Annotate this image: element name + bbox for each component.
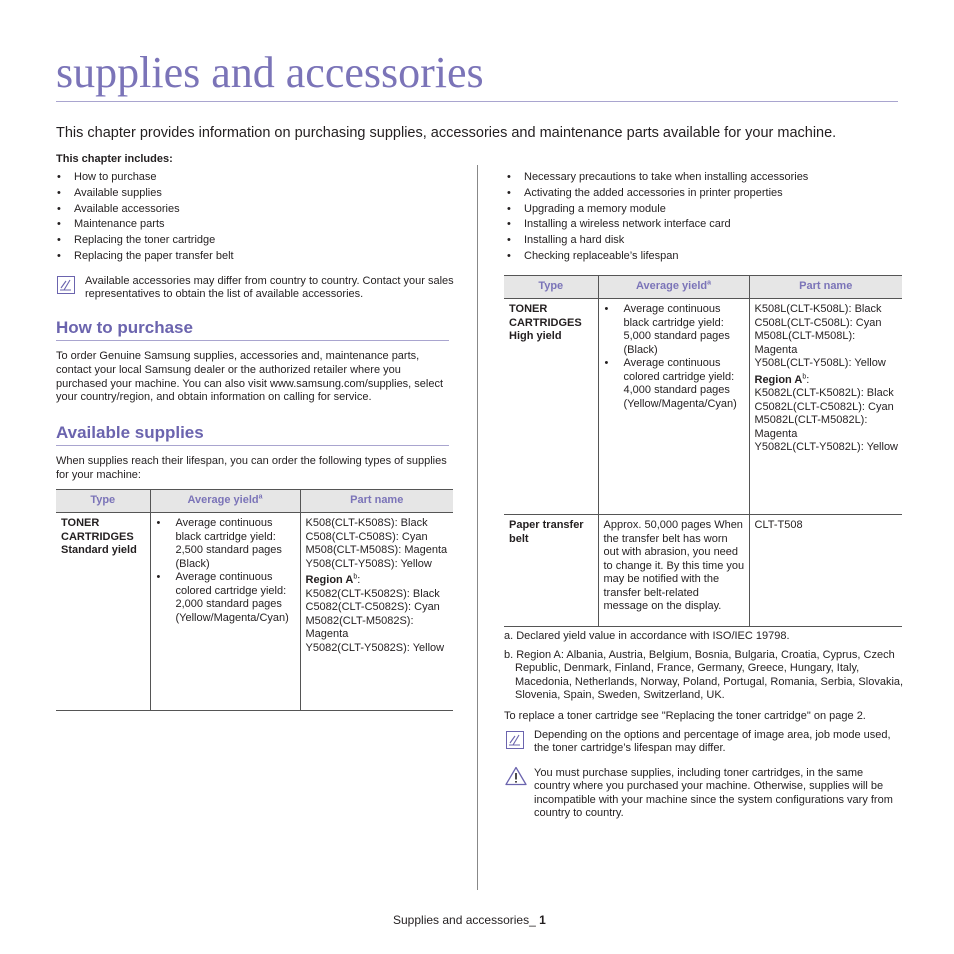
toc-item[interactable]: • Installing a hard disk — [506, 233, 808, 249]
type-cell: TONER CARTRIDGES High yield — [504, 299, 598, 515]
caution-text: You must purchase supplies, including toner cartridges, in the same country where you purchased your machine. Otherwise, supplies will be incompatible with your machine since the system configurations vary from country to country. — [534, 767, 893, 819]
yield-item: • Average continuous colored cartridge yield: 4,000 standard pages (Yellow/Magenta/Cyan) — [604, 357, 745, 411]
toc-item[interactable]: • Activating the added accessories in printer properties — [506, 186, 808, 202]
column-header-type: Type — [504, 276, 598, 299]
chapter-intro: This chapter provides information on purchasing supplies, accessories and maintenance parts available for your machine. — [56, 125, 837, 141]
column-divider — [477, 165, 478, 890]
column-header-yield: Average yield$^a$ — [598, 276, 749, 299]
yield-item: • Average continuous colored cartridge yield: 2,000 standard pages (Yellow/Magenta/Cyan) — [156, 571, 296, 625]
page-number: 1 — [539, 913, 546, 927]
table-header-row — [56, 490, 453, 513]
toc-item[interactable]: • Maintenance parts — [56, 217, 234, 233]
footer-text: Supplies and accessories_ — [393, 913, 540, 927]
yield-cell — [150, 513, 300, 711]
column-header-yield: Average yield$^a$ — [150, 490, 300, 513]
page-title: supplies and accessories — [56, 48, 484, 97]
column-header-part: Part name — [300, 490, 453, 513]
caution-icon — [505, 766, 527, 786]
toc-item[interactable]: • Checking replaceable’s lifespan — [506, 249, 808, 265]
part-cell: K508L(CLT-K508L): Black C508L(CLT-C508L): Cyan M508L(CLT-M508L): Magenta Y508L(CLT-Y508L): Yellow Region $A^b$: K5082L(CLT-K5082L): Black C5082L(CLT-C5082L): Cyan M5082L(CLT-M5082L): Magenta Y5082L(CLT-Y5082L): Yellow — [749, 299, 902, 515]
table-row — [504, 299, 902, 515]
note-icon — [57, 276, 75, 294]
footnote-a: a. Declared yield value in accordance with ISO/IEC 19798. — [504, 630, 790, 642]
table-header-row — [504, 276, 902, 299]
table-row — [504, 515, 902, 627]
type-cell: Paper transfer belt — [504, 515, 598, 627]
toc-right-list — [506, 170, 808, 265]
part-cell: CLT-T508 — [749, 515, 902, 627]
page-footer — [393, 913, 546, 927]
note-text: Depending on the options and percentage of image area, job mode used, the toner cartridge’s lifespan may differ. — [534, 729, 891, 755]
how-to-purchase-text: To order Genuine Samsung supplies, accessories and, maintenance parts, contact your local Samsung dealer or the authorized retailer where you purchased your machine. You can also visit www.samsung.com/supplies, select your country/region, and obtain information on calling for service. — [56, 350, 444, 404]
toc-item[interactable]: • Installing a wireless network interface card — [506, 217, 808, 233]
toc-item[interactable]: • Replacing the paper transfer belt — [56, 249, 234, 265]
toc-left-list — [56, 170, 234, 265]
toc-item[interactable]: • Replacing the toner cartridge — [56, 233, 234, 249]
yield-cell — [598, 299, 749, 515]
section-divider — [56, 340, 449, 341]
note-text: Available accessories may differ from country to country. Contact your sales representatives to obtain the list of available accessories. — [85, 275, 454, 301]
available-supplies-text: When supplies reach their lifespan, you can order the following types of supplies for your machine: — [56, 455, 447, 481]
part-cell: K508(CLT-K508S): Black C508(CLT-C508S): Cyan M508(CLT-M508S): Magenta Y508(CLT-Y508S): Yellow Region $A^b$: K5082(CLT-K5082S): Black C5082(CLT-C5082S): Cyan M5082(CLT-M5082S): Magenta Y5082(CLT-Y5082S): Yellow — [300, 513, 453, 711]
footnote-b: b. Region A: Albania, Austria, Belgium, Bosnia, Bulgaria, Croatia, Cyprus, Czech Republic, Denmark, Finland, France, Germany, Greece, Hungary, Italy, Macedonia, Netherlands, Norway, Poland, Portugal, Romania, Serbia, Slovakia, Slovenia, Spain, Sweden, Switzerland, UK. — [504, 649, 904, 701]
toc-item[interactable]: • Upgrading a memory module — [506, 202, 808, 218]
supplies-table-high-yield — [504, 275, 902, 627]
yield-cell: Approx. 50,000 pages When the transfer belt has worn out with abrasion, you need to change it. By this time you may be notified with the transfer belt-related message on the display. — [598, 515, 749, 627]
toc-item[interactable]: • How to purchase — [56, 170, 234, 186]
includes-heading: This chapter includes: — [56, 153, 173, 165]
toc-item[interactable]: • Available supplies — [56, 186, 234, 202]
yield-item: • Average continuous black cartridge yield: 5,000 standard pages (Black) — [604, 303, 745, 357]
section-divider — [56, 445, 449, 446]
section-heading-available-supplies: Available supplies — [56, 423, 204, 442]
section-heading-how-to-purchase: How to purchase — [56, 318, 193, 337]
region-label: Region A — [754, 373, 803, 386]
column-header-part: Part name — [749, 276, 902, 299]
note-icon — [506, 731, 524, 749]
yield-item: • Average continuous black cartridge yield: 2,500 standard pages (Black) — [156, 517, 296, 571]
table-row — [56, 513, 453, 711]
toc-item[interactable]: • Available accessories — [56, 202, 234, 218]
supplies-table-standard — [56, 489, 453, 711]
region-label: Region A — [305, 574, 354, 586]
title-divider — [56, 101, 898, 102]
replace-reference-text: To replace a toner cartridge see "Replacing the toner cartridge" on page 2. — [504, 710, 866, 722]
type-cell: TONER CARTRIDGES Standard yield — [56, 513, 150, 711]
column-header-type: Type — [56, 490, 150, 513]
toc-item[interactable]: • Necessary precautions to take when installing accessories — [506, 170, 808, 186]
